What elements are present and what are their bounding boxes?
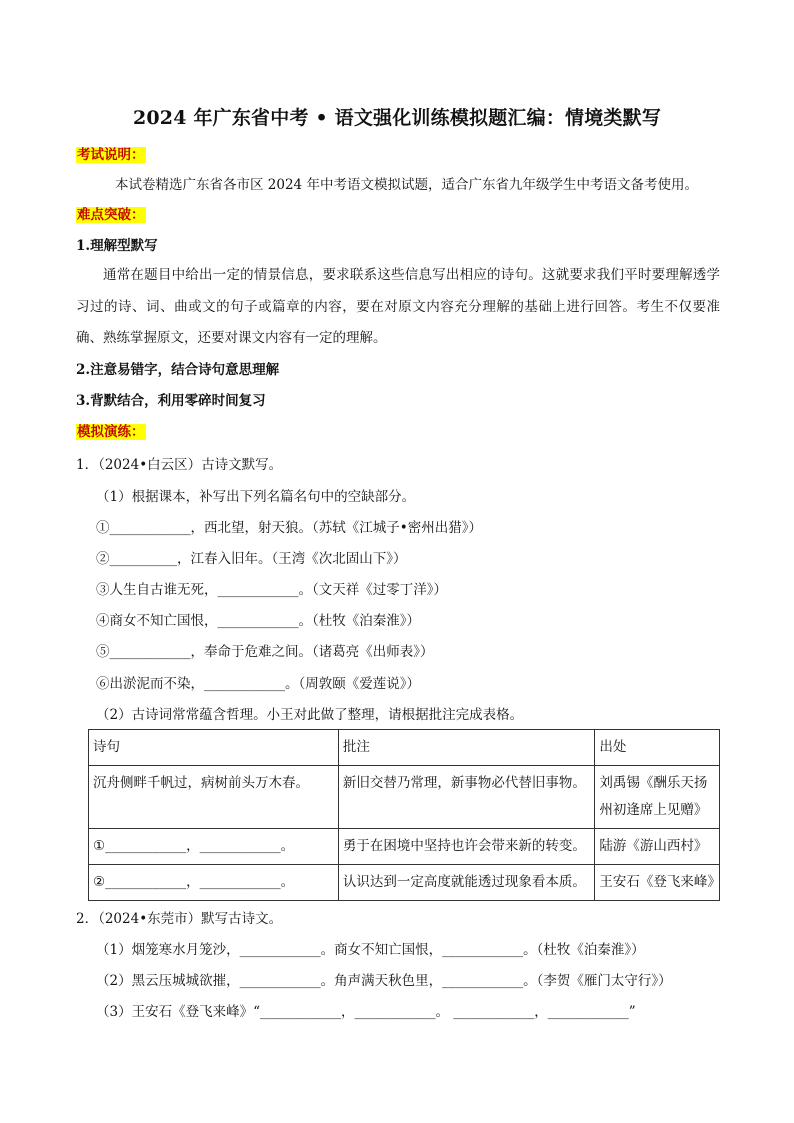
table-header-row	[89, 730, 720, 766]
practice-label: 模拟演练：	[77, 424, 145, 440]
table-cell: ①____________，____________。	[89, 829, 339, 865]
exam-notes-label: 考试说明：	[77, 147, 145, 163]
table-cell: 勇于在困境中坚持也许会带来新的转变。	[338, 829, 595, 865]
table-cell: 沉舟侧畔千帆过，病树前头万木春。	[89, 766, 339, 829]
q1-item-6: ⑥出淤泥而不染，____________。（周敦颐《爱莲说》）	[96, 676, 420, 692]
exam-notes-heading	[76, 146, 146, 164]
table-row	[89, 766, 720, 829]
q2-stem: 2．（2024•东莞市）默写古诗文。	[76, 911, 283, 927]
difficulty-heading	[76, 206, 146, 224]
table-cell: 刘禹锡《酬乐天扬州初逢席上见赠》	[595, 766, 720, 829]
q1-part1: （1）根据课本，补写出下列名篇名句中的空缺部分。	[96, 489, 416, 505]
point1-paragraph: 通常在题目中给出一定的情景信息，要求联系这些信息写出相应的诗句。这就要求我们平时要理解透学习过的诗、词、曲或文的句子或篇章的内容，要在对原文内容充分理解的基础上进行回答。考生不仅要准确、熟练掌握原文，还要对课文内容有一定的理解。	[76, 267, 720, 346]
exam-notes-text: 本试卷精选广东省各市区 2024 年中考语文模拟试题，适合广东省九年级学生中考语文备考使用。	[115, 177, 698, 193]
table-cell: 王安石《登飞来峰》	[595, 865, 720, 901]
point3-title: 3.背默结合，利用零碎时间复习	[76, 393, 266, 409]
q1-item-5: ⑤____________，奉命于危难之间。（诸葛亮《出师表》）	[96, 644, 434, 660]
table-cell: 新旧交替乃常理，新事物必代替旧事物。	[338, 766, 595, 829]
q2-item-2: （2）黑云压城城欲摧，____________。角声满天秋色里，____________。（李贺《雁门太守行》）	[96, 973, 672, 989]
table-row	[89, 865, 720, 901]
q1-item-4: ④商女不知亡国恨，____________。（杜牧《泊秦淮》）	[96, 613, 420, 629]
table-cell: ②____________，____________。	[89, 865, 339, 901]
q1-item-2: ②__________，江春入旧年。（王湾《次北固山下》）	[96, 551, 407, 567]
table-header-cell: 批注	[338, 730, 595, 766]
q2-item-3: （3）王安石《登飞来峰》“____________，____________。 ____________，____________”	[96, 1004, 636, 1020]
difficulty-label: 难点突破：	[77, 207, 145, 223]
document-title: 2024 年广东省中考 • 语文强化训练模拟题汇编：情境类默写	[132, 107, 662, 129]
annotation-table	[88, 729, 720, 901]
q1-item-1: ①____________，西北望，射天狼。（苏轼《江城子•密州出猎》）	[96, 520, 482, 536]
practice-heading	[76, 423, 146, 441]
table-cell: 认识达到一定高度就能透过现象看本质。	[338, 865, 595, 901]
q1-part2: （2）古诗词常常蕴含哲理。小王对此做了整理，请根据批注完成表格。	[96, 707, 524, 723]
q1-stem: 1．（2024•白云区）古诗文默写。	[76, 457, 283, 473]
point2-title: 2.注意易错字，结合诗句意思理解	[76, 362, 280, 378]
table-header-cell: 出处	[595, 730, 720, 766]
table-cell: 陆游《游山西村》	[595, 829, 720, 865]
q1-item-3: ③人生自古谁无死，____________。（文天祥《过零丁洋》）	[96, 582, 447, 598]
table-header-cell: 诗句	[89, 730, 339, 766]
q2-item-1: （1）烟笼寒水月笼沙，____________。商女不知亡国恨，____________。（杜牧《泊秦淮》）	[96, 942, 645, 958]
table-row	[89, 829, 720, 865]
point1-title: 1.理解型默写	[76, 238, 158, 254]
